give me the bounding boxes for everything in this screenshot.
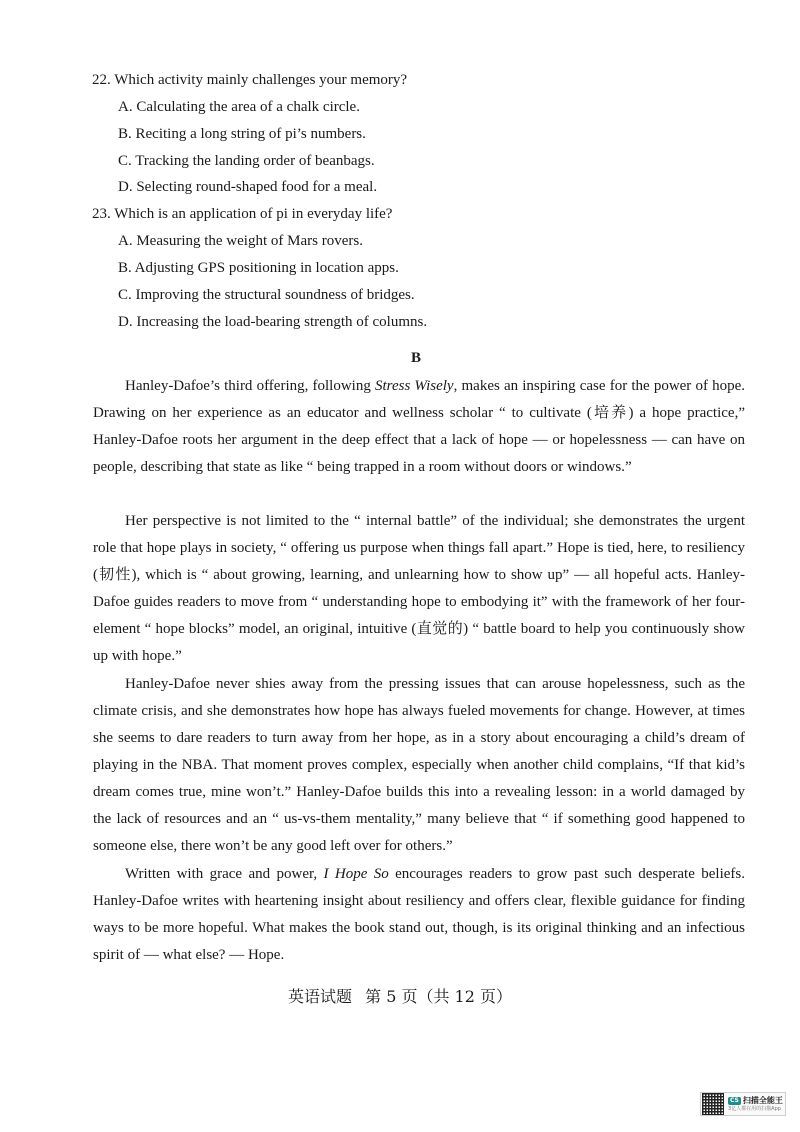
p4-text-b: encourages readers to grow past such desperate beliefs. Hanley-Dafoe writes with heartening insight about resiliency and offers clear, flexible guidance for finding ways to be more hopeful. What makes the book stand out, though, is its original thinking and an infectious spirit of — what else? — Hope.: [93, 866, 745, 963]
question-23-stem: 23. Which is an application of pi in everyday life?: [92, 206, 393, 222]
scanner-brand-name: 扫描全能王: [742, 1095, 783, 1105]
footer-subject: 英语试题: [288, 987, 353, 1006]
passage-paragraph-3: Hanley-Dafoe never shies away from the pressing issues that can arouse hopelessness, such as the climate crisis, and she demonstrates how hope has always fueled movements for change. However, at times she seems to dare readers to turn away from her hope, as in a story about encouraging a child’s dream of playing in the NBA. That moment proves complex, especially when another child complains, “If that kid’s dream comes true, mine won’t.” Hanley-Dafoe builds this into a revealing lesson: in a world damaged by the lack of resources and an “ us-vs-them mentality,” many believe that “ if something good happened to someone else, there won’t be any good left over for others.”: [93, 676, 745, 854]
question-22-option-c: C. Tracking the landing order of beanbags.: [118, 153, 375, 169]
scanner-watermark: [700, 1092, 786, 1116]
question-22-option-a: A. Calculating the area of a chalk circle.: [118, 99, 360, 115]
book-title-i-hope-so: I Hope So: [323, 866, 389, 882]
question-22-option-b: B. Reciting a long string of pi’s numbers.: [118, 126, 366, 142]
p1-text-a: Hanley-Dafoe’s third offering, following: [125, 378, 375, 394]
p4-text-a: Written with grace and power,: [125, 866, 324, 882]
section-heading: B: [410, 350, 421, 366]
passage-paragraph-4: [93, 861, 745, 969]
scanner-tagline: 3亿人都在用的扫描App: [728, 1105, 781, 1112]
scanner-brand: [728, 1097, 783, 1112]
camscanner-logo-icon: CS: [730, 1096, 739, 1104]
question-22-option-d: D. Selecting round-shaped food for a meal.: [118, 179, 378, 195]
page-footer: [0, 984, 800, 1007]
passage-paragraph-2: Her perspective is not limited to the “ internal battle” of the individual; she demonstrates the urgent role that hope plays in society, “ offering us purpose when things fall apart.” Hope is tied, here, to resiliency (韧性), which is “ about growing, learning, and unlearning how to show up” — all hopeful acts. Hanley-Dafoe guides readers to move from “ understanding hope to embodying it” with the framework of her four-element “ hope blocks” model, an original, intuitive (直觉的) “ battle board to help you continuously show up with hope.”: [93, 513, 745, 664]
footer-page-number: 第 5 页（共 12 页）: [365, 987, 512, 1006]
passage-paragraph-1: [93, 373, 745, 481]
book-title-stress-wisely: Stress Wisely: [375, 378, 454, 394]
question-23-option-c: C. Improving the structural soundness of bridges.: [118, 287, 415, 303]
p1-text-b: , makes an inspiring case for the power of hope. Drawing on her experience as an educator and wellness scholar “ to cultivate (培养) a hope practice,” Hanley-Dafoe roots her argument in the deep effect that a lack of hope — or hopelessness — can have on people, describing that state as like “ being trapped in a room without doors or windows.”: [93, 378, 745, 475]
question-23-option-a: A. Measuring the weight of Mars rovers.: [118, 233, 363, 249]
qr-code-icon: [702, 1093, 724, 1115]
question-23-option-d: D. Increasing the load-bearing strength of columns.: [118, 314, 428, 330]
question-23-option-b: B. Adjusting GPS positioning in location apps.: [118, 260, 399, 276]
question-22-stem: 22. Which activity mainly challenges your memory?: [92, 72, 408, 88]
